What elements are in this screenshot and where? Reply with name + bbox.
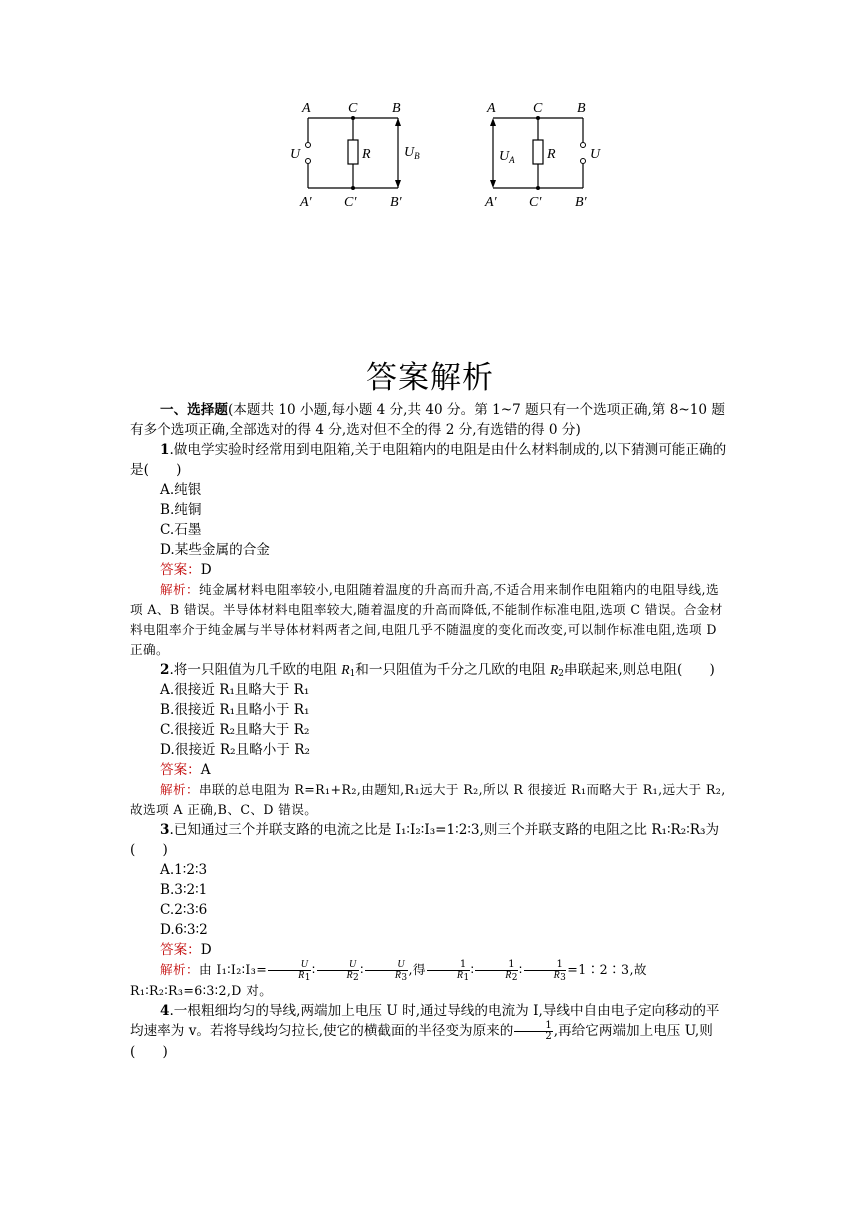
label-A-prime: A′ bbox=[300, 195, 312, 210]
circuit-left bbox=[308, 118, 398, 188]
q3-answer: 答案：D bbox=[160, 942, 212, 958]
q2-explanation: 解析：串联的总电阻为 R=R₁+R₂,由题知,R₁远大于 R₂,所以 R 很接近 R₁而略大于 R₁,远大于 R₂,故选项 A 正确,B、C、D 错误。 bbox=[130, 782, 726, 817]
terminal-right-top bbox=[581, 143, 586, 148]
label-C-prime: C′ bbox=[344, 195, 357, 210]
answer-body bbox=[130, 400, 730, 1062]
q2-option-b: B.很接近 R₁且略小于 R₁ bbox=[160, 702, 310, 718]
label-UB: $U_B$ bbox=[404, 145, 420, 161]
label-C-right: C bbox=[533, 101, 543, 116]
label-B: B bbox=[392, 101, 401, 116]
label-B-right: B bbox=[577, 101, 586, 116]
q2-answer: 答案：A bbox=[160, 762, 211, 778]
label-R: R bbox=[362, 147, 371, 162]
question-1: 1.做电学实验时经常用到电阻箱,关于电阻箱内的电阻是由什么材料制成的,以下猜测可能正确的是( ) bbox=[130, 442, 727, 478]
label-R-right: R bbox=[547, 147, 556, 162]
q3-explanation: 解析：由 I₁∶I₂∶I₃= $\frac{U}{R_1}$ ∶ $\frac{U}{R_2}$ ∶ $\frac{U}{R_3}$ ,得 $\frac{1}{R_1}$ ∶ $\frac{1}{R_2}$ ∶ $\frac{1}{R_3}$ =1∶2∶3,故 R₁∶R₂∶R₃=6∶3∶2,D 对。 bbox=[130, 959, 647, 998]
q1-answer: 答案：D bbox=[160, 562, 212, 578]
label-U-right: U bbox=[590, 147, 601, 162]
label-A-prime-right: A′ bbox=[485, 195, 497, 210]
q2-option-a: A.很接近 R₁且略大于 R₁ bbox=[160, 682, 310, 698]
q1-explanation: 解析：纯金属材料电阻率较小,电阻随着温度的升高而升高,不适合用来制作电阻箱内的电阻导线,选项 A、B 错误。半导体材料电阻率较大,随着温度的升高而降低,不能制作标准电阻,选项 C 错误。合金材料电阻率介于纯金属与半导体材料两者之间,电阻几乎不随温度的变化而改变,可以制作标准电阻,选项 D 正确。 bbox=[130, 582, 723, 657]
label-U: U bbox=[290, 147, 301, 162]
terminal-left-bottom bbox=[306, 159, 311, 164]
q2-option-c: C.很接近 R₂且略大于 R₂ bbox=[160, 722, 310, 738]
label-UA: $U_A$ bbox=[499, 149, 515, 165]
label-A-right: A bbox=[487, 101, 496, 116]
label-C-prime-right: C′ bbox=[529, 195, 542, 210]
label-A: A bbox=[302, 101, 311, 116]
q3-option-a: A.1∶2∶3 bbox=[160, 862, 208, 878]
q2-option-d: D.很接近 R₂且略小于 R₂ bbox=[160, 742, 310, 758]
label-C: C bbox=[348, 101, 358, 116]
question-2: 2.将一只阻值为几千欧的电阻 $R_1$和一只阻值为千分之几欧的电阻 $R_2$串联起来,则总电阻( ) bbox=[160, 662, 715, 679]
question-3: 3.已知通过三个并联支路的电流之比是 I₁∶I₂∶I₃=1∶2∶3,则三个并联支路的电阻之比 R₁∶R₂∶R₃为( ) bbox=[130, 822, 720, 858]
terminal-left-top bbox=[306, 143, 311, 148]
q1-option-b: B.纯铜 bbox=[160, 502, 202, 518]
section-heading: 一、选择题(本题共 10 小题,每小题 4 分,共 40 分。第 1~7 题只有一个选项正确,第 8~10 题有多个选项正确,全部选对的得 4 分,选对但不全的得 2 分,有选错的得 0 分) bbox=[130, 402, 725, 438]
q3-option-b: B.3∶2∶1 bbox=[160, 882, 208, 898]
label-B-prime: B′ bbox=[390, 195, 402, 210]
question-4: 4.一根粗细均匀的导线,两端加上电压 U 时,通过导线的电流为 I,导线中自由电子定向移动的平均速率为 v。若将导线均匀拉长,使它的横截面的半径变为原来的 $\frac{1}{2}$ ,再给它两端加上电压 U,则( ) bbox=[130, 1003, 720, 1060]
q1-option-d: D.某些金属的合金 bbox=[160, 542, 270, 558]
q3-option-c: C.2∶3∶6 bbox=[160, 902, 208, 918]
circuit-diagrams bbox=[280, 98, 610, 218]
q1-option-a: A.纯银 bbox=[160, 482, 202, 498]
terminal-right-bottom bbox=[581, 159, 586, 164]
q3-option-d: D.6∶3∶2 bbox=[160, 922, 208, 938]
page-title: 答案解析 bbox=[366, 360, 494, 396]
q1-option-c: C.石墨 bbox=[160, 522, 202, 538]
label-B-prime-right: B′ bbox=[575, 195, 587, 210]
